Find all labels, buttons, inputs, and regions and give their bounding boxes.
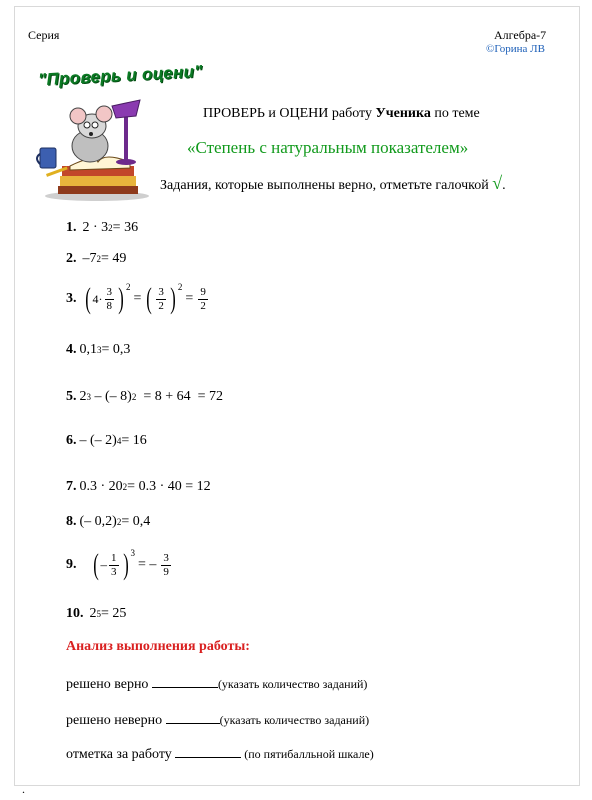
task-4: 4. 0,1 3 = 0,3 — [66, 342, 131, 357]
task-2: 2. –7 2 = 49 — [66, 251, 127, 266]
footer-mark: . — [22, 782, 25, 796]
task-7: 7. 0.3 · 20 2 = 0.3 · 40 = 12 — [66, 479, 211, 494]
subject-label: Алгебра-7 — [494, 28, 547, 42]
series-label: Серия — [28, 28, 60, 42]
logo-text: "Проверь и оцени" — [37, 61, 204, 90]
solved-correctly-line: решено верно (указать количество заданий) — [66, 677, 368, 692]
solved-correctly-blank[interactable] — [152, 675, 218, 688]
grade-blank[interactable] — [175, 745, 241, 758]
task-6: 6. – (– 2) 4 = 16 — [66, 433, 147, 448]
topic-title: «Степень с натуральным показателем» — [187, 138, 469, 157]
solved-incorrectly-line: решено неверно (указать количество заданий) — [66, 713, 370, 728]
mouse-reading-illustration — [32, 92, 152, 204]
copyright-label: ©Горина ЛВ — [486, 43, 545, 55]
grade-line: отметка за работу (по пятибалльной шкале) — [66, 747, 374, 762]
task-1: 1. 2 · 3 2 = 36 — [66, 220, 139, 235]
title-line: ПРОВЕРЬ и ОЦЕНИ работу Ученика по теме — [203, 106, 480, 121]
solved-incorrectly-blank[interactable] — [166, 711, 220, 724]
instruction-line: Задания, которые выполнены верно, отметьте галочкой √. — [160, 173, 506, 193]
task-8: 8. (– 0,2) 2 = 0,4 — [66, 514, 151, 529]
analysis-heading: Анализ выполнения работы: — [66, 639, 250, 654]
task-9: 9. ( – $\frac{1}{3}$ ) 3 = – $\frac{3}{9}$ — [66, 548, 169, 581]
checkmark-icon: √ — [492, 173, 503, 193]
task-5: 5. 2 3 – (– 8) 2 = 8 + 64 = 72 — [66, 389, 224, 404]
task-3: 3. ( 4· $\frac{3}{8}$ ) 2 = ( $\frac{3}{2}$ ) 2 = $\frac{9}{2}$ — [66, 282, 206, 315]
task-10: 10. 2 5 = 25 — [66, 606, 127, 621]
